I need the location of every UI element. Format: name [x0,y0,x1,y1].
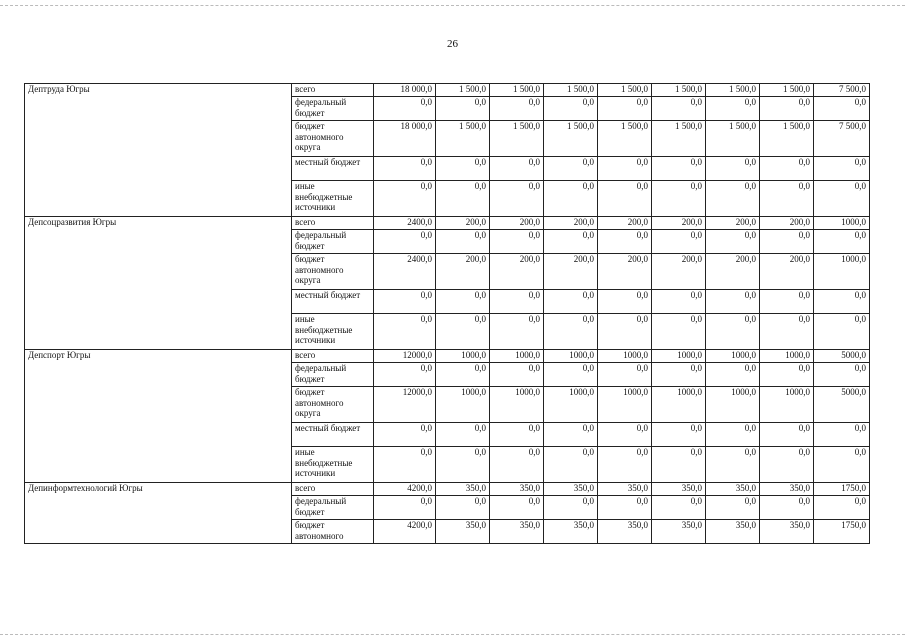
amount-cell: 350,0 [652,520,706,544]
amount-cell: 0,0 [814,447,870,483]
amount-cell: 0,0 [652,363,706,387]
amount-cell: 1000,0 [652,350,706,363]
amount-cell: 0,0 [598,423,652,447]
amount-cell: 0,0 [814,181,870,217]
amount-cell: 0,0 [436,97,490,121]
total-amount-cell: 0,0 [374,290,436,314]
funding-source-cell: бюджет автономного округа [292,121,374,157]
amount-cell: 350,0 [436,483,490,496]
amount-cell: 0,0 [760,181,814,217]
amount-cell: 1 500,0 [706,84,760,97]
amount-cell: 0,0 [436,496,490,520]
amount-cell: 1 500,0 [436,84,490,97]
amount-cell: 200,0 [436,217,490,230]
amount-cell: 0,0 [814,97,870,121]
amount-cell: 7 500,0 [814,84,870,97]
total-amount-cell: 0,0 [374,97,436,121]
funding-source-cell: федеральный бюджет [292,496,374,520]
amount-cell: 200,0 [652,217,706,230]
amount-cell: 1 500,0 [598,121,652,157]
amount-cell: 0,0 [760,97,814,121]
amount-cell: 0,0 [652,314,706,350]
amount-cell: 0,0 [706,97,760,121]
amount-cell: 0,0 [652,97,706,121]
table-row [25,84,870,97]
amount-cell: 350,0 [490,520,544,544]
amount-cell: 350,0 [544,520,598,544]
amount-cell: 0,0 [652,447,706,483]
org-name-cell: Дептруда Югры [25,84,292,217]
amount-cell: 1 500,0 [490,84,544,97]
amount-cell: 0,0 [760,230,814,254]
amount-cell: 0,0 [490,157,544,181]
amount-cell: 1000,0 [598,350,652,363]
amount-cell: 0,0 [706,290,760,314]
total-amount-cell: 0,0 [374,363,436,387]
amount-cell: 0,0 [544,447,598,483]
amount-cell: 1 500,0 [544,121,598,157]
amount-cell: 350,0 [490,483,544,496]
amount-cell: 0,0 [598,230,652,254]
amount-cell: 1000,0 [544,387,598,423]
amount-cell: 1 500,0 [598,84,652,97]
total-amount-cell: 2400,0 [374,254,436,290]
amount-cell: 0,0 [436,314,490,350]
amount-cell: 0,0 [598,181,652,217]
amount-cell: 0,0 [598,496,652,520]
funding-source-cell: всего [292,217,374,230]
funding-source-cell: местный бюджет [292,423,374,447]
amount-cell: 0,0 [544,157,598,181]
amount-cell: 1 500,0 [490,121,544,157]
amount-cell: 200,0 [544,217,598,230]
amount-cell: 0,0 [436,157,490,181]
amount-cell: 0,0 [706,157,760,181]
funding-source-cell: всего [292,483,374,496]
org-name-cell: Депсоцразвития Югры [25,217,292,350]
amount-cell: 1750,0 [814,483,870,496]
amount-cell: 1000,0 [490,387,544,423]
amount-cell: 0,0 [652,496,706,520]
budget-table [24,83,870,544]
amount-cell: 1000,0 [760,350,814,363]
amount-cell: 0,0 [706,230,760,254]
amount-cell: 200,0 [598,254,652,290]
table-row [25,483,870,496]
amount-cell: 350,0 [760,520,814,544]
total-amount-cell: 0,0 [374,447,436,483]
amount-cell: 0,0 [760,363,814,387]
amount-cell: 0,0 [706,181,760,217]
budget-table-body [25,84,870,544]
table-row [25,217,870,230]
funding-source-cell: бюджет автономного округа [292,387,374,423]
amount-cell: 350,0 [598,483,652,496]
amount-cell: 0,0 [598,157,652,181]
amount-cell: 0,0 [652,157,706,181]
amount-cell: 350,0 [544,483,598,496]
amount-cell: 350,0 [436,520,490,544]
amount-cell: 0,0 [490,181,544,217]
amount-cell: 0,0 [760,157,814,181]
amount-cell: 200,0 [598,217,652,230]
amount-cell: 1000,0 [436,350,490,363]
amount-cell: 0,0 [814,314,870,350]
total-amount-cell: 0,0 [374,496,436,520]
amount-cell: 1000,0 [814,254,870,290]
amount-cell: 350,0 [706,483,760,496]
amount-cell: 1 500,0 [760,84,814,97]
amount-cell: 0,0 [706,423,760,447]
amount-cell: 0,0 [490,314,544,350]
amount-cell: 0,0 [490,230,544,254]
amount-cell: 200,0 [652,254,706,290]
funding-source-cell: иные внебюджетные источники [292,314,374,350]
amount-cell: 1000,0 [436,387,490,423]
amount-cell: 0,0 [544,181,598,217]
page-number: 26 [447,38,458,50]
total-amount-cell: 4200,0 [374,520,436,544]
total-amount-cell: 0,0 [374,314,436,350]
funding-source-cell: местный бюджет [292,290,374,314]
amount-cell: 0,0 [652,230,706,254]
amount-cell: 200,0 [490,254,544,290]
amount-cell: 1 500,0 [706,121,760,157]
amount-cell: 0,0 [436,363,490,387]
amount-cell: 0,0 [760,290,814,314]
total-amount-cell: 0,0 [374,157,436,181]
amount-cell: 0,0 [490,363,544,387]
amount-cell: 0,0 [706,363,760,387]
org-name-cell: Депинформтехнологий Югры [25,483,292,544]
amount-cell: 1 500,0 [436,121,490,157]
amount-cell: 0,0 [544,314,598,350]
amount-cell: 0,0 [706,447,760,483]
amount-cell: 0,0 [544,363,598,387]
total-amount-cell: 2400,0 [374,217,436,230]
amount-cell: 0,0 [760,314,814,350]
amount-cell: 0,0 [598,290,652,314]
amount-cell: 0,0 [652,290,706,314]
amount-cell: 0,0 [490,423,544,447]
amount-cell: 1 500,0 [652,84,706,97]
amount-cell: 1000,0 [814,217,870,230]
amount-cell: 350,0 [598,520,652,544]
org-name-cell: Депспорт Югры [25,350,292,483]
total-amount-cell: 0,0 [374,230,436,254]
amount-cell: 0,0 [760,496,814,520]
total-amount-cell: 0,0 [374,181,436,217]
amount-cell: 350,0 [652,483,706,496]
amount-cell: 200,0 [490,217,544,230]
amount-cell: 0,0 [652,423,706,447]
amount-cell: 0,0 [706,496,760,520]
amount-cell: 200,0 [706,254,760,290]
funding-source-cell: иные внебюджетные источники [292,181,374,217]
amount-cell: 0,0 [814,290,870,314]
funding-source-cell: всего [292,84,374,97]
amount-cell: 0,0 [814,496,870,520]
amount-cell: 0,0 [490,290,544,314]
amount-cell: 0,0 [706,314,760,350]
amount-cell: 1000,0 [760,387,814,423]
funding-source-cell: иные внебюджетные источники [292,447,374,483]
total-amount-cell: 12000,0 [374,387,436,423]
total-amount-cell: 0,0 [374,423,436,447]
amount-cell: 1 500,0 [652,121,706,157]
amount-cell: 1000,0 [544,350,598,363]
funding-source-cell: бюджет автономного округа [292,254,374,290]
amount-cell: 0,0 [490,97,544,121]
total-amount-cell: 18 000,0 [374,84,436,97]
amount-cell: 0,0 [544,496,598,520]
amount-cell: 1 500,0 [544,84,598,97]
amount-cell: 200,0 [760,254,814,290]
amount-cell: 0,0 [814,230,870,254]
funding-source-cell: федеральный бюджет [292,363,374,387]
funding-source-cell: федеральный бюджет [292,97,374,121]
amount-cell: 0,0 [544,423,598,447]
amount-cell: 0,0 [760,447,814,483]
amount-cell: 350,0 [706,520,760,544]
amount-cell: 0,0 [814,157,870,181]
amount-cell: 1000,0 [652,387,706,423]
amount-cell: 1000,0 [490,350,544,363]
amount-cell: 1000,0 [706,387,760,423]
funding-source-cell: всего [292,350,374,363]
amount-cell: 200,0 [436,254,490,290]
amount-cell: 0,0 [436,290,490,314]
amount-cell: 0,0 [652,181,706,217]
funding-source-cell: федеральный бюджет [292,230,374,254]
funding-source-cell: местный бюджет [292,157,374,181]
scan-edge-bottom [0,634,905,635]
scan-edge-top [0,5,905,6]
table-row [25,350,870,363]
amount-cell: 0,0 [490,496,544,520]
amount-cell: 1000,0 [598,387,652,423]
amount-cell: 0,0 [598,97,652,121]
amount-cell: 350,0 [760,483,814,496]
amount-cell: 0,0 [598,314,652,350]
amount-cell: 0,0 [490,447,544,483]
funding-source-cell: бюджет автономного [292,520,374,544]
amount-cell: 0,0 [598,363,652,387]
total-amount-cell: 4200,0 [374,483,436,496]
amount-cell: 0,0 [598,447,652,483]
amount-cell: 7 500,0 [814,121,870,157]
amount-cell: 200,0 [706,217,760,230]
amount-cell: 1 500,0 [760,121,814,157]
amount-cell: 1000,0 [706,350,760,363]
amount-cell: 0,0 [544,290,598,314]
amount-cell: 0,0 [436,447,490,483]
amount-cell: 5000,0 [814,387,870,423]
amount-cell: 0,0 [760,423,814,447]
total-amount-cell: 18 000,0 [374,121,436,157]
amount-cell: 0,0 [814,423,870,447]
total-amount-cell: 12000,0 [374,350,436,363]
amount-cell: 200,0 [760,217,814,230]
amount-cell: 200,0 [544,254,598,290]
amount-cell: 5000,0 [814,350,870,363]
amount-cell: 0,0 [436,230,490,254]
amount-cell: 1750,0 [814,520,870,544]
amount-cell: 0,0 [544,230,598,254]
amount-cell: 0,0 [544,97,598,121]
amount-cell: 0,0 [436,181,490,217]
amount-cell: 0,0 [814,363,870,387]
amount-cell: 0,0 [436,423,490,447]
